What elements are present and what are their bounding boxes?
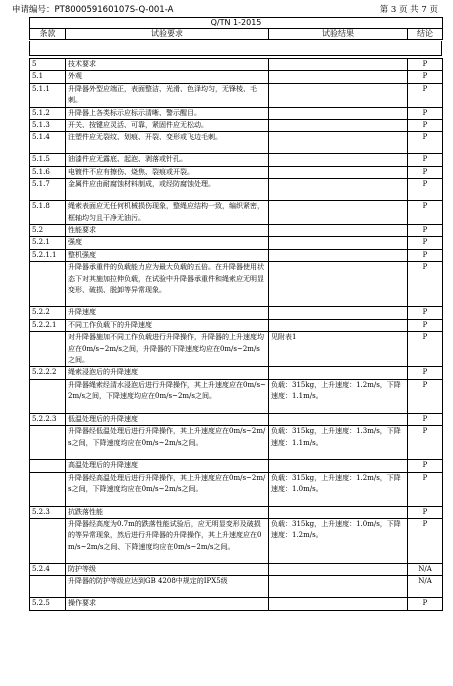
clause-cell xyxy=(30,576,66,598)
requirements-table xyxy=(29,58,443,611)
page-top-line xyxy=(12,4,438,16)
clause-cell: 5.2.2.1 xyxy=(30,319,66,331)
requirement-cell: 技术要求 xyxy=(66,59,269,71)
result-cell xyxy=(269,179,408,201)
result-cell: 负载：315kg，上升速度：1.0m/s，下降速度：1.2m/s。 xyxy=(269,518,408,563)
table-row xyxy=(30,179,443,201)
verdict-cell: P xyxy=(408,237,443,249)
result-cell xyxy=(269,262,408,307)
table-row xyxy=(30,237,443,249)
requirement-cell: 电镀件不应有擦伤、烧焦、裂痕或开裂。 xyxy=(66,166,269,178)
result-cell: 负载：315kg，上升速度：1.3m/s，下降速度：1.1m/s。 xyxy=(269,426,408,460)
standard-number: Q/TN 1-2015 xyxy=(30,18,443,29)
requirement-cell: 防护等级 xyxy=(66,563,269,575)
result-cell xyxy=(269,154,408,166)
table-row xyxy=(30,59,443,71)
table-row xyxy=(30,563,443,575)
table-row xyxy=(30,379,443,413)
requirement-cell: 升降器经高温处理后进行升降操作，其上升速度应在0m/s~2m/s之间，下降速度均应在0m/s~2m/s之间。 xyxy=(66,472,269,506)
table-row xyxy=(30,307,443,319)
clause-cell: 5.1.7 xyxy=(30,179,66,201)
requirement-cell: 不同工作负载下的升降速度 xyxy=(66,319,269,331)
result-cell xyxy=(269,237,408,249)
requirement-cell: 金属件应由耐腐蚀材料制成，或经防腐蚀处理。 xyxy=(66,179,269,201)
verdict-cell: P xyxy=(408,120,443,132)
verdict-cell: P xyxy=(408,379,443,413)
requirement-cell: 升降器的防护等级应达到GB 4208中规定的IPX5级 xyxy=(66,576,269,598)
table-row xyxy=(30,71,443,83)
result-cell xyxy=(269,367,408,379)
verdict-cell: P xyxy=(408,307,443,319)
table-row xyxy=(30,472,443,506)
result-cell xyxy=(269,563,408,575)
table-row xyxy=(30,576,443,598)
clause-cell xyxy=(30,379,66,413)
verdict-cell: P xyxy=(408,154,443,166)
result-cell: 见附表1 xyxy=(269,332,408,367)
requirement-cell: 强度 xyxy=(66,237,269,249)
table-row xyxy=(30,249,443,261)
verdict-cell: P xyxy=(408,460,443,472)
result-cell xyxy=(269,59,408,71)
clause-cell: 5.1.2 xyxy=(30,107,66,119)
table-row xyxy=(30,460,443,472)
requirement-cell: 整机强度 xyxy=(66,249,269,261)
result-cell xyxy=(269,107,408,119)
verdict-cell: P xyxy=(408,598,443,610)
result-cell xyxy=(269,249,408,261)
clause-cell: 5.2.1 xyxy=(30,237,66,249)
table-row xyxy=(30,319,443,331)
requirement-cell: 性能要求 xyxy=(66,225,269,237)
clause-cell xyxy=(30,262,66,307)
result-cell xyxy=(269,598,408,610)
result-cell xyxy=(269,166,408,178)
application-number: 申请编号：PT800059160107S-Q-001-A xyxy=(12,5,174,15)
clause-cell: 5.2.2 xyxy=(30,307,66,319)
requirement-cell: 升降器上各类标示应标示清晰、警示醒目。 xyxy=(66,107,269,119)
page-number: 第 3 页 共 7 页 xyxy=(379,5,438,15)
header-table xyxy=(29,17,443,40)
requirement-cell: 绳索浸泡后的升降速度 xyxy=(66,367,269,379)
requirement-cell: 抗跌落性能 xyxy=(66,506,269,518)
header-spacer xyxy=(29,41,442,56)
clause-cell: 5.2 xyxy=(30,225,66,237)
table-row xyxy=(30,413,443,425)
result-cell xyxy=(269,71,408,83)
result-cell xyxy=(269,460,408,472)
clause-cell xyxy=(30,332,66,367)
clause-cell: 5.2.2.3 xyxy=(30,413,66,425)
clause-cell xyxy=(30,472,66,506)
clause-cell: 5.1 xyxy=(30,71,66,83)
verdict-cell: N/A xyxy=(408,563,443,575)
verdict-cell: P xyxy=(408,107,443,119)
verdict-cell: P xyxy=(408,413,443,425)
verdict-cell: P xyxy=(408,518,443,563)
requirement-cell: 升降器承重件的负载能力应为最大负载的五倍。在升降器使用状态下对其施加拉伸负载，在试验中升降器承重件和绳索应无明显变形、破损、脱卸等异常现象。 xyxy=(66,262,269,307)
requirement-cell: 对升降器施加不同工作负载进行升降操作，升降器的上升速度均应在0m/s~2m/s之间，升降器的下降速度均应在0m/s~2m/s之间。 xyxy=(66,332,269,367)
verdict-cell: N/A xyxy=(408,576,443,598)
result-cell xyxy=(269,307,408,319)
table-row xyxy=(30,166,443,178)
table-row xyxy=(30,506,443,518)
result-cell xyxy=(269,319,408,331)
clause-cell: 5.2.2.2 xyxy=(30,367,66,379)
table-row xyxy=(30,426,443,460)
requirement-cell: 高温处理后的升降速度 xyxy=(66,460,269,472)
verdict-cell: P xyxy=(408,166,443,178)
requirement-cell: 升降器经高度为0.7m的跌落性能试验后，应无明显变形及破损的等异常现象，然后进行升降器的升降操作，其上升速度应在0m/s~2m/s之间、下降速度均应在0m/s~2m/s之间。 xyxy=(66,518,269,563)
clause-cell: 5.1.5 xyxy=(30,154,66,166)
clause-cell: 5.1.1 xyxy=(30,83,66,107)
verdict-cell: P xyxy=(408,132,443,154)
table-row xyxy=(30,83,443,107)
table-row xyxy=(30,262,443,307)
table-row xyxy=(30,367,443,379)
requirement-cell: 注塑件应无裂纹、划痕、开裂、变形或飞边毛刺。 xyxy=(66,132,269,154)
verdict-cell: P xyxy=(408,59,443,71)
requirement-cell: 外观 xyxy=(66,71,269,83)
clause-cell: 5.1.4 xyxy=(30,132,66,154)
table-row xyxy=(30,518,443,563)
requirement-cell: 油漆件应无露底、起泡、剥落或针孔。 xyxy=(66,154,269,166)
result-cell xyxy=(269,506,408,518)
result-cell: 负载：315kg，上升速度：1.2m/s，下降速度：1.1m/s。 xyxy=(269,379,408,413)
result-cell xyxy=(269,576,408,598)
verdict-cell: P xyxy=(408,506,443,518)
column-header-verdict: 结论 xyxy=(408,29,443,40)
requirement-cell: 开关、按键应灵活、可靠，紧固件应无松动。 xyxy=(66,120,269,132)
result-cell xyxy=(269,132,408,154)
column-header-clause: 条款 xyxy=(30,29,66,40)
verdict-cell: P xyxy=(408,426,443,460)
requirement-cell: 低温处理后的升降速度 xyxy=(66,413,269,425)
requirement-cell: 升降器绳索经清水浸泡后进行升降操作，其上升速度应在0m/s~2m/s之间，下降速度均应在0m/s~2m/s之间。 xyxy=(66,379,269,413)
clause-cell xyxy=(30,426,66,460)
table-row xyxy=(30,154,443,166)
column-header-requirement: 试验要求 xyxy=(66,29,269,40)
clause-cell: 5.2.1.1 xyxy=(30,249,66,261)
requirement-cell: 升降器外型应端正，表面整洁、光滑、色泽均匀，无锋棱、毛刺。 xyxy=(66,83,269,107)
verdict-cell: P xyxy=(408,83,443,107)
clause-cell: 5.1.8 xyxy=(30,201,66,225)
verdict-cell: P xyxy=(408,262,443,307)
verdict-cell: P xyxy=(408,225,443,237)
result-cell xyxy=(269,201,408,225)
verdict-cell: P xyxy=(408,332,443,367)
table-row xyxy=(30,201,443,225)
verdict-cell: P xyxy=(408,319,443,331)
requirement-cell: 绳索表面应无任何机械损伤现象，整绳应结构一致，编织紧密，框轴均匀且干净无油污。 xyxy=(66,201,269,225)
clause-cell xyxy=(30,460,66,472)
requirement-cell: 操作要求 xyxy=(66,598,269,610)
clause-cell: 5.2.4 xyxy=(30,563,66,575)
result-cell xyxy=(269,83,408,107)
clause-cell: 5 xyxy=(30,59,66,71)
column-header-result: 试验结果 xyxy=(269,29,408,40)
table-row xyxy=(30,132,443,154)
result-cell xyxy=(269,120,408,132)
result-cell: 负载：315kg，上升速度：1.2m/s，下降速度：1.0m/s。 xyxy=(269,472,408,506)
table-row xyxy=(30,598,443,610)
verdict-cell: P xyxy=(408,71,443,83)
verdict-cell: P xyxy=(408,367,443,379)
table-row xyxy=(30,120,443,132)
requirement-cell: 升降速度 xyxy=(66,307,269,319)
clause-cell: 5.1.3 xyxy=(30,120,66,132)
clause-cell: 5.2.3 xyxy=(30,506,66,518)
table-row xyxy=(30,107,443,119)
verdict-cell: P xyxy=(408,201,443,225)
table-row xyxy=(30,225,443,237)
table-row xyxy=(30,332,443,367)
verdict-cell: P xyxy=(408,179,443,201)
clause-cell xyxy=(30,518,66,563)
clause-cell: 5.2.5 xyxy=(30,598,66,610)
clause-cell: 5.1.6 xyxy=(30,166,66,178)
verdict-cell: P xyxy=(408,249,443,261)
requirement-cell: 升降器经低温处理后进行升降操作，其上升速度应在0m/s~2m/s之间，下降速度均应在0m/s~2m/s之间。 xyxy=(66,426,269,460)
result-cell xyxy=(269,413,408,425)
result-cell xyxy=(269,225,408,237)
verdict-cell: P xyxy=(408,472,443,506)
